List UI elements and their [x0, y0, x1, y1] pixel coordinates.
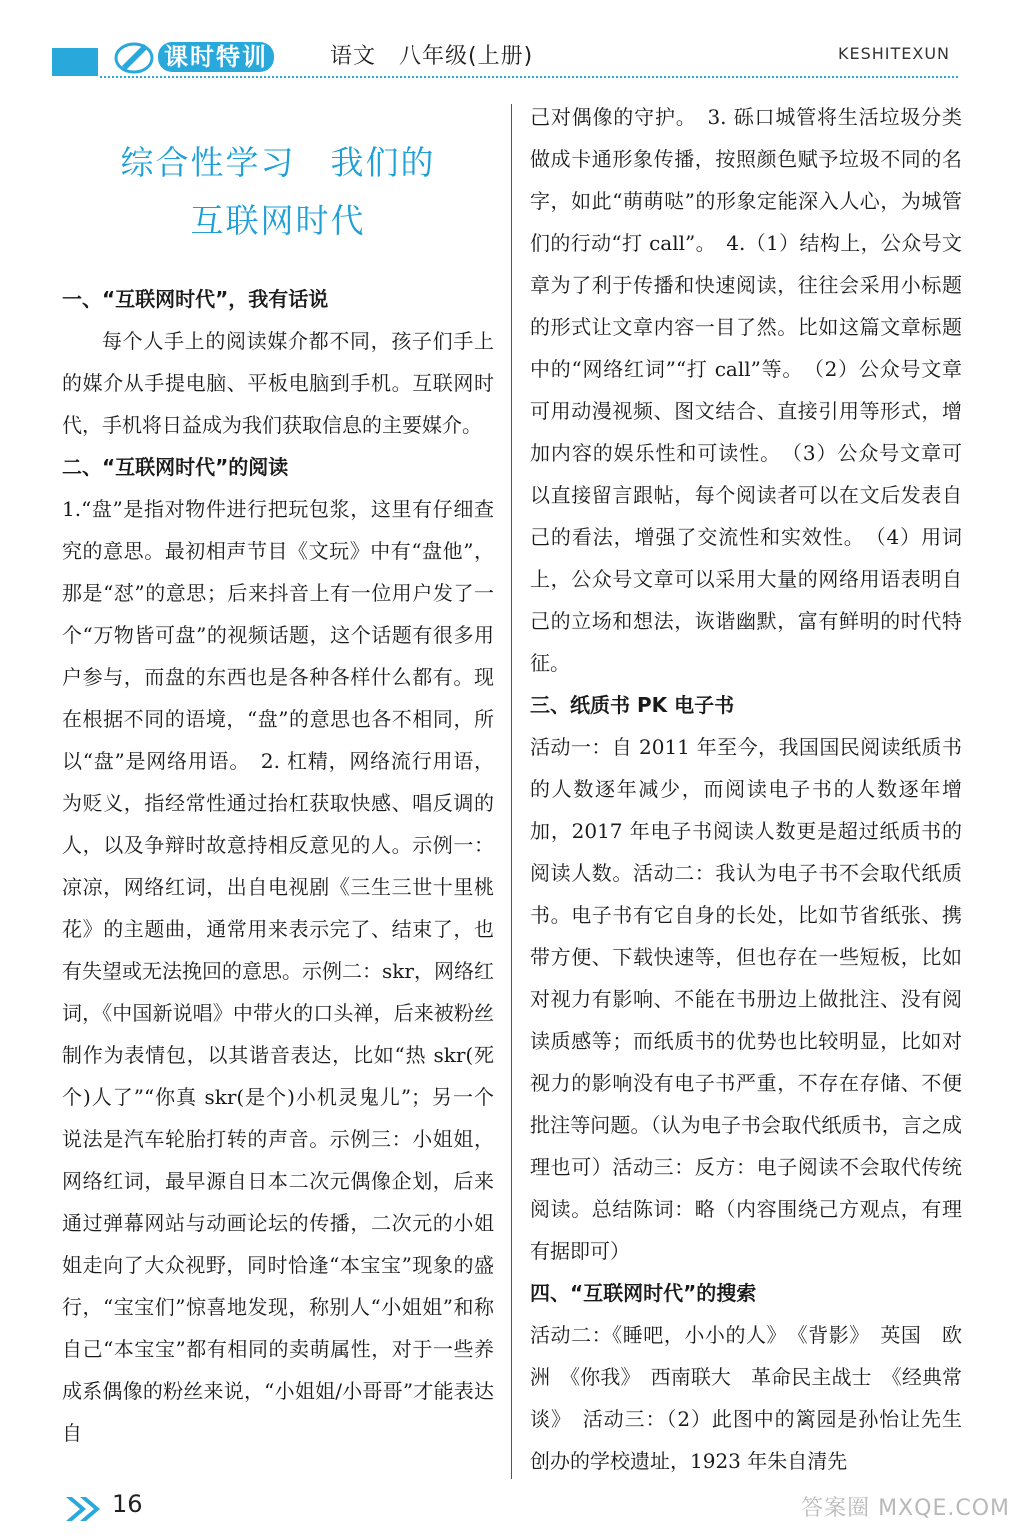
page-number: 16 [112, 1490, 143, 1518]
double-chevron-right-icon [64, 1495, 104, 1523]
header-color-block [52, 48, 98, 76]
section-3-paragraph: 活动一：自 2011 年至今，我国国民阅读纸质书的人数逐年减少，而阅读电子书的人数逐年增加，2017 年电子书阅读人数更是超过纸质书的阅读人数。活动二：我认为电子书不会取代纸质书。电子书有它自身的长处，比如节省纸张、携带方便、下载快速等，但也存在一些短板，比如对视力有影响、不能在书册边上做批注、没有阅读质感等；而纸质书的优势也比较明显，比如对视力的影响没有电子书严重，不存在存储、不便批注等问题。（认为电子书会取代纸质书，言之成理也可）活动三：反方：电子阅读不会取代传统阅读。总结陈词：略（内容围绕己方观点，有理有据即可） [530, 735, 962, 1263]
right-column [530, 96, 962, 1482]
header-divider [100, 76, 958, 78]
section-2-continued-paragraph: 己对偶像的守护。 3. 砾口城管将生活垃圾分类做成卡通形象传播，按照颜色赋予垃圾不同的名字，如此“萌萌哒”的形象定能深入人心，为城管们的行动“打 call”。 4.（1）结构上，公众号文章为了利于传播和快速阅读，往往会采用小标题的形式让文章内容一目了然。比如这篇文章标题中的“网络红词”“打 call”等。 （2）公众号文章可用动漫视频、图文结合、直接引用等形式，增加内容的娱乐性和可读性。 （3）公众号文章可以直接留言跟帖，每个阅读者可以在文后发表自己的看法，增强了交流性和实效性。 （4）用词上，公众号文章可以采用大量的网络用语表明自己的立场和想法，诙谐幽默，富有鲜明的时代特征。 [530, 105, 962, 675]
section-1-heading: 一、“互联网时代”，我有话说 [62, 287, 329, 311]
subject-grade-label: 语文 八年级(上册) [330, 44, 534, 69]
section-1-paragraph: 每个人手上的阅读媒介都不同，孩子们手上的媒介从手提电脑、平板电脑到手机。互联网时代，手机将日益成为我们获取信息的主要媒介。 [62, 329, 494, 437]
left-column [62, 278, 494, 1454]
title-line-2: 互联网时代 [190, 201, 366, 240]
section-4-heading: 四、“互联网时代”的搜索 [530, 1281, 757, 1305]
section-2-heading: 二、“互联网时代”的阅读 [62, 455, 289, 479]
brand-label: KESHITEXUN [837, 44, 950, 63]
section-4-paragraph: 活动二：《睡吧，小小的人》 《背影》 英国 欧洲 《你我》 西南联大 革命民主战士 《经典常谈》 活动三：（2）此图中的篱园是孙怡让先生创办的学校遗址，1923 年朱自清先 [530, 1323, 962, 1473]
watermark: 答案圈 MXQE.COM [801, 1496, 1010, 1521]
book-series-logo: 课时特训 [158, 42, 274, 72]
column-divider [511, 104, 512, 1479]
section-2-paragraph: 1.“盘”是指对物件进行把玩包浆，这里有仔细查究的意思。最初相声节目《文玩》中有“盘他”，那是“怼”的意思；后来抖音上有一位用户发了一个“万物皆可盘”的视频话题，这个话题有很多用户参与，而盘的东西也是各种各样什么都有。现在根据不同的语境，“盘”的意思也各不相同，所以“盘”是网络用语。 2. 杠精，网络流行用语，为贬义，指经常性通过抬杠获取快感、唱反调的人，以及争辩时故意持相反意见的人。示例一：凉凉，网络红词，出自电视剧《三生三世十里桃花》的主题曲，通常用来表示完了、结束了，也有失望或无法挽回的意思。示例二：skr，网络红词，《中国新说唱》中带火的口头禅，后来被粉丝制作为表情包，以其谐音表达，比如“热 skr(死个)人了”“你真 skr(是个)小机灵鬼儿”；另一个说法是汽车轮胎打转的声音。示例三：小姐姐，网络红词，最早源自日本二次元偶像企划，后来通过弹幕网站与动画论坛的传播，二次元的小姐姐走向了大众视野，同时恰逢“本宝宝”现象的盛行，“宝宝们”惊喜地发现，称别人“小姐姐”和称自己“本宝宝”都有相同的卖萌属性，对于一些养成系偶像的粉丝来说，“小姐姐/小哥哥”才能表达自 [62, 497, 494, 1445]
section-title [62, 134, 494, 250]
page-header [0, 0, 1030, 90]
title-line-1: 综合性学习 我们的 [120, 143, 436, 182]
pen-logo-icon [112, 36, 158, 76]
section-3-heading: 三、纸质书 PK 电子书 [530, 693, 735, 717]
